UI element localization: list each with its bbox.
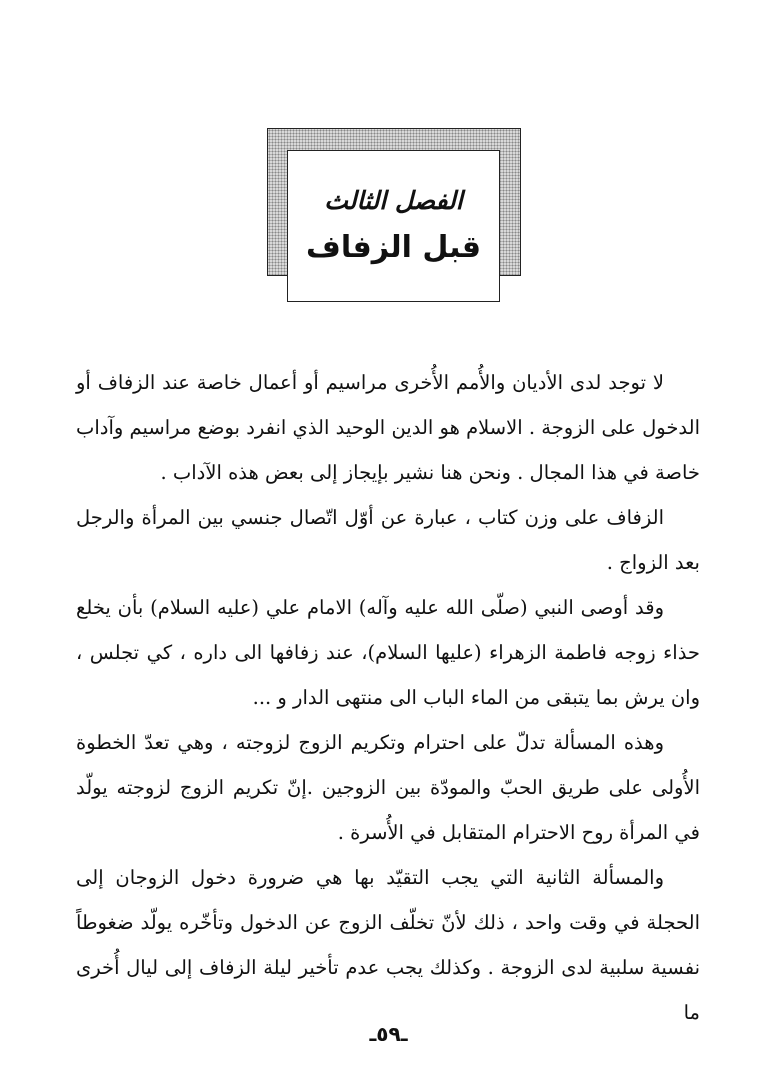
page-number: ـ٥٩ـ [369, 1022, 408, 1046]
paragraph-respect: وهذه المسألة تدلّ على احترام وتكريم الزوج لزوجته ، وهي تعدّ الخطوة الأُولى على طريق الحبّ والمودّة بين الزوجين .إنّ تكريم الزوج لزوجته يولّد في المرأة روح الاحترام المتقابل في الأُسرة . [76, 731, 700, 844]
chapter-label: الفصل الثالث [324, 186, 463, 215]
paragraph-second-issue: والمسألة الثانية التي يجب التقيّد بها هي ضرورة دخول الزوجان إلى الحجلة في وقت واحد ، ذلك لأنّ تخلّف الزوج عن الدخول وتأخّره يولّد ضغوطاً نفسية سلبية لدى الزوجة . وكذلك يجب عدم تأخير ليلة الزفاف إلى ليال أُخرى ما [76, 866, 700, 1024]
chapter-title: قبل الزفاف [305, 230, 482, 265]
title-box [287, 150, 500, 302]
paragraph-prophet-advice: وقد أوصى النبي (صلّى الله عليه وآله) الامام علي (عليه السلام) بأن يخلع حذاء زوجه فاطمة الزهراء (عليها السلام)، عند زفافها الى داره ، كي تجلس ، وان يرش بما يتبقى من الماء الباب الى منتهى الدار و ... [76, 596, 700, 709]
paragraph-definition: الزفاف على وزن كتاب ، عبارة عن أوّل اتّصال جنسي بين المرأة والرجل بعد الزواج . [76, 506, 700, 574]
paragraph-intro: لا توجد لدى الأديان والأُمم الأُخرى مراسيم أو أعمال خاصة عند الزفاف أو الدخول على الزوجة . الاسلام هو الدين الوحيد الذي انفرد بوضع مراسيم وآداب خاصة في هذا المجال . ونحن هنا نشير بإيجاز إلى بعض هذه الآداب . [76, 371, 700, 484]
body-text [76, 360, 700, 1035]
chapter-title-frame [267, 128, 521, 304]
